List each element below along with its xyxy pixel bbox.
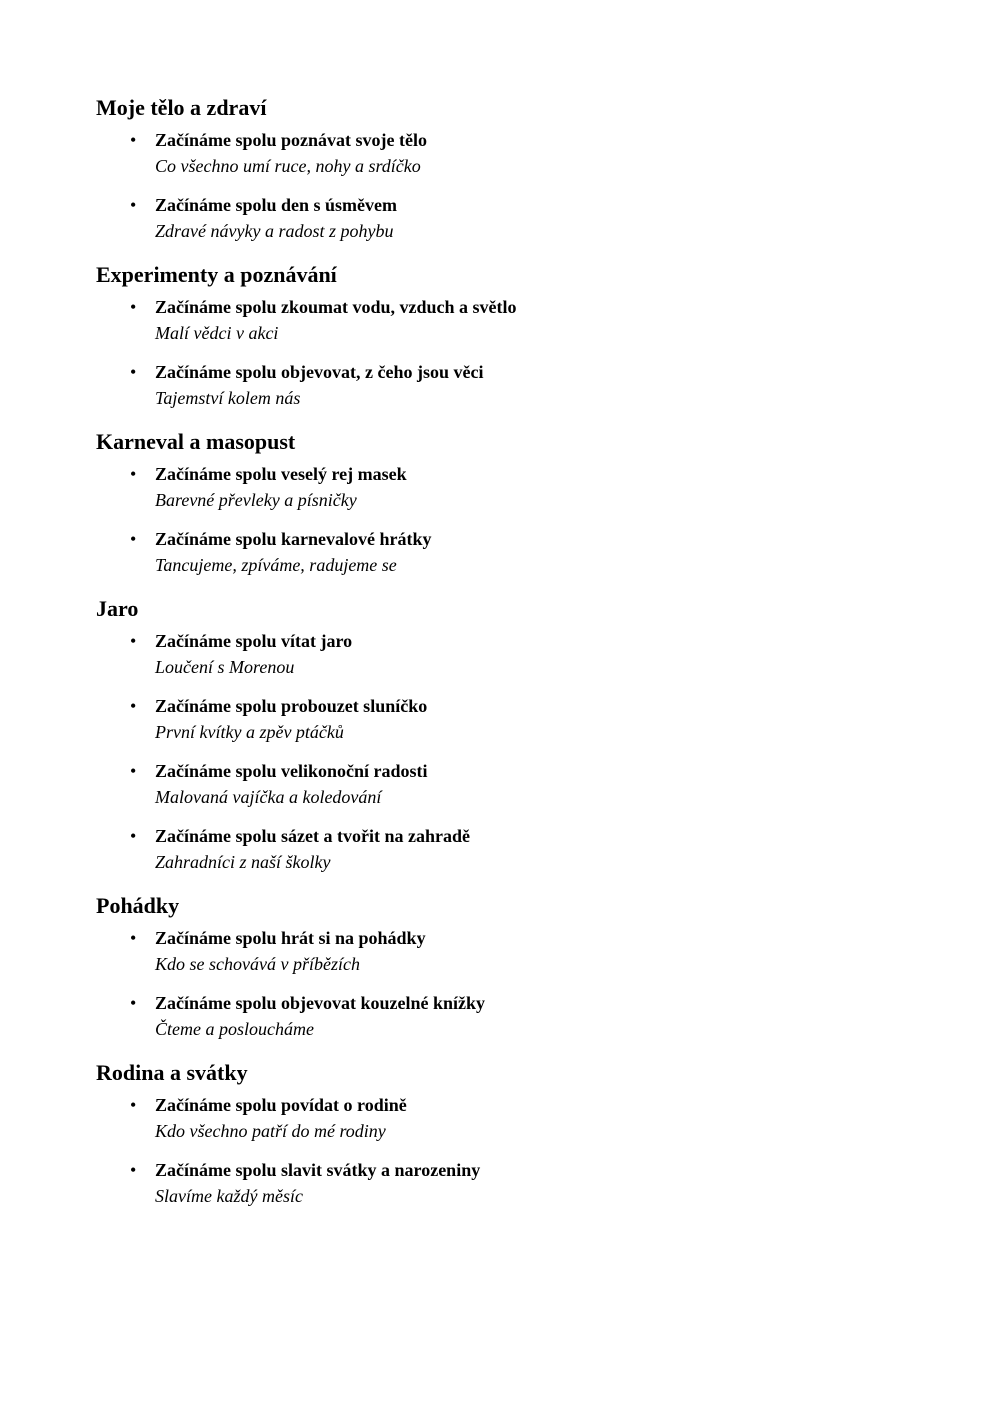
activity-list: [96, 1092, 916, 1209]
section-title: Jaro: [96, 596, 139, 621]
list-item: [96, 461, 916, 513]
activity-list: [96, 628, 916, 875]
list-item: [96, 823, 916, 875]
section: [96, 892, 916, 1042]
list-item: [96, 1157, 916, 1209]
section: [96, 1059, 916, 1209]
list-item: [96, 127, 916, 179]
item-title: Začínáme spolu slavit svátky a narozeniny: [155, 1160, 481, 1180]
section: [96, 595, 916, 875]
item-title: Začínáme spolu vítat jaro: [155, 631, 353, 651]
activity-list: [96, 925, 916, 1042]
section-title: Experimenty a poznávání: [96, 262, 337, 287]
item-title: Začínáme spolu probouzet sluníčko: [155, 696, 428, 716]
bullet-icon: •: [130, 631, 137, 651]
list-item: [96, 294, 916, 346]
item-subtitle: Kdo se schovává v příbězích: [155, 954, 360, 974]
bullet-icon: •: [130, 993, 137, 1013]
list-item: [96, 1092, 916, 1144]
section: [96, 261, 916, 411]
document-body: [96, 94, 916, 1226]
item-subtitle: Malovaná vajíčka a koledování: [155, 787, 382, 807]
activity-list: [96, 127, 916, 244]
section-title: Pohádky: [96, 893, 180, 918]
item-subtitle: Loučení s Morenou: [155, 657, 295, 677]
list-item: [96, 990, 916, 1042]
item-title: Začínáme spolu veselý rej masek: [155, 464, 407, 484]
bullet-icon: •: [130, 464, 137, 484]
bullet-icon: •: [130, 195, 137, 215]
bullet-icon: •: [130, 1095, 137, 1115]
item-subtitle: Kdo všechno patří do mé rodiny: [155, 1121, 386, 1141]
item-title: Začínáme spolu velikonoční radosti: [155, 761, 428, 781]
item-title: Začínáme spolu objevovat, z čeho jsou věci: [155, 362, 484, 382]
bullet-icon: •: [130, 297, 137, 317]
section-title: Moje tělo a zdraví: [96, 95, 267, 120]
bullet-icon: •: [130, 529, 137, 549]
section: [96, 94, 916, 244]
bullet-icon: •: [130, 761, 137, 781]
list-item: [96, 526, 916, 578]
item-title: Začínáme spolu povídat o rodině: [155, 1095, 407, 1115]
item-subtitle: První kvítky a zpěv ptáčků: [155, 722, 344, 742]
bullet-icon: •: [130, 696, 137, 716]
bullet-icon: •: [130, 1160, 137, 1180]
item-subtitle: Čteme a posloucháme: [155, 1019, 314, 1039]
item-title: Začínáme spolu objevovat kouzelné knížky: [155, 993, 486, 1013]
section-title: Rodina a svátky: [96, 1060, 248, 1085]
item-subtitle: Malí vědci v akci: [155, 323, 279, 343]
item-subtitle: Tancujeme, zpíváme, radujeme se: [155, 555, 397, 575]
activity-list: [96, 294, 916, 411]
item-subtitle: Zahradníci z naší školky: [155, 852, 331, 872]
list-item: [96, 359, 916, 411]
item-title: Začínáme spolu zkoumat vodu, vzduch a světlo: [155, 297, 517, 317]
activity-list: [96, 461, 916, 578]
list-item: [96, 758, 916, 810]
item-subtitle: Slavíme každý měsíc: [155, 1186, 303, 1206]
item-title: Začínáme spolu hrát si na pohádky: [155, 928, 426, 948]
item-subtitle: Barevné převleky a písničky: [155, 490, 357, 510]
bullet-icon: •: [130, 826, 137, 846]
item-subtitle: Tajemství kolem nás: [155, 388, 301, 408]
item-title: Začínáme spolu poznávat svoje tělo: [155, 130, 427, 150]
item-title: Začínáme spolu den s úsměvem: [155, 195, 398, 215]
bullet-icon: •: [130, 928, 137, 948]
item-title: Začínáme spolu sázet a tvořit na zahradě: [155, 826, 470, 846]
section-title: Karneval a masopust: [96, 429, 296, 454]
list-item: [96, 925, 916, 977]
section: [96, 428, 916, 578]
list-item: [96, 628, 916, 680]
bullet-icon: •: [130, 362, 137, 382]
item-title: Začínáme spolu karnevalové hrátky: [155, 529, 432, 549]
item-subtitle: Co všechno umí ruce, nohy a srdíčko: [155, 156, 421, 176]
list-item: [96, 693, 916, 745]
bullet-icon: •: [130, 130, 137, 150]
item-subtitle: Zdravé návyky a radost z pohybu: [155, 221, 394, 241]
list-item: [96, 192, 916, 244]
